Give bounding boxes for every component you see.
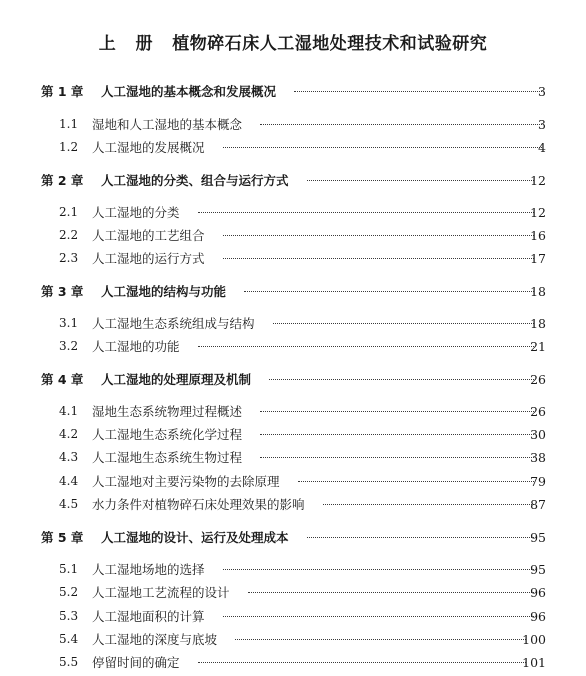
chapter-title: 人工湿地的结构与功能: [101, 284, 227, 299]
dot-leader: [223, 258, 535, 259]
section-number: 1.2: [59, 140, 79, 154]
section-title: 人工湿地场地的选择: [92, 562, 205, 577]
dot-leader: [198, 212, 535, 213]
page-number: 38: [530, 449, 546, 465]
chapter-title: 人工湿地的设计、运行及处理成本: [101, 530, 289, 545]
section-number: 2.1: [59, 205, 79, 219]
chapter-number: 第 2 章: [41, 173, 84, 188]
dot-leader: [235, 639, 526, 640]
dot-leader: [223, 235, 535, 236]
toc-section-row[interactable]: [0, 225, 586, 245]
chapter-number: 第 4 章: [41, 372, 84, 387]
page-number: 101: [522, 654, 546, 670]
toc-section-row[interactable]: [0, 582, 586, 602]
page-number: 3: [538, 83, 546, 99]
page-number: 30: [530, 426, 546, 442]
chapter-number: 第 5 章: [41, 530, 84, 545]
page-number: 96: [530, 608, 546, 624]
dot-leader: [294, 91, 542, 92]
section-title: 人工湿地的工艺组合: [92, 228, 205, 243]
section-number: 5.3: [59, 609, 79, 623]
section-title: 人工湿地的分类: [92, 205, 180, 220]
toc-chapter-row[interactable]: [0, 369, 586, 389]
dot-leader: [260, 457, 534, 458]
page-number: 96: [530, 584, 546, 600]
dot-leader: [260, 411, 534, 412]
chapter-title: 人工湿地的处理原理及机制: [101, 372, 252, 387]
section-number: 5.4: [59, 632, 79, 646]
section-title: 人工湿地面积的计算: [92, 609, 205, 624]
section-title: 水力条件对植物碎石床处理效果的影响: [92, 497, 305, 512]
section-title: 湿地生态系统物理过程概述: [92, 404, 243, 419]
page-number: 87: [530, 496, 546, 512]
chapter-number: 第 3 章: [41, 284, 84, 299]
dot-leader: [273, 323, 535, 324]
section-number: 4.5: [59, 497, 79, 511]
section-number: 5.2: [59, 585, 79, 599]
section-title: 人工湿地生态系统化学过程: [92, 427, 243, 442]
dot-leader: [323, 504, 535, 505]
toc-section-row[interactable]: [0, 137, 586, 157]
section-title: 人工湿地生态系统组成与结构: [92, 316, 255, 331]
toc-section-row[interactable]: [0, 447, 586, 467]
chapter-number: 第 1 章: [41, 84, 84, 99]
dot-leader: [260, 434, 534, 435]
section-number: 5.1: [59, 562, 79, 576]
section-title: 人工湿地对主要污染物的去除原理: [92, 474, 280, 489]
toc-section-row[interactable]: [0, 336, 586, 356]
page-number: 12: [530, 204, 546, 220]
page-number: 95: [530, 561, 546, 577]
dot-leader: [307, 537, 535, 538]
toc-section-row[interactable]: [0, 471, 586, 491]
toc-section-row[interactable]: [0, 114, 586, 134]
toc-section-row[interactable]: [0, 248, 586, 268]
page-number: 79: [530, 473, 546, 489]
toc-section-row[interactable]: [0, 313, 586, 333]
section-title: 湿地和人工湿地的基本概念: [92, 117, 243, 132]
page-number: 18: [530, 283, 546, 299]
section-number: 5.5: [59, 655, 79, 669]
toc-section-row[interactable]: [0, 401, 586, 421]
page-number: 26: [530, 403, 546, 419]
toc-chapter-row[interactable]: [0, 281, 586, 301]
section-title: 停留时间的确定: [92, 655, 180, 670]
toc-section-row[interactable]: [0, 652, 586, 672]
section-title: 人工湿地的功能: [92, 339, 180, 354]
dot-leader: [248, 592, 535, 593]
page-number: 3: [538, 116, 546, 132]
chapter-title: 人工湿地的基本概念和发展概况: [101, 84, 277, 99]
section-title: 人工湿地工艺流程的设计: [92, 585, 230, 600]
section-number: 1.1: [59, 117, 79, 131]
section-title: 人工湿地生态系统生物过程: [92, 450, 243, 465]
toc-section-row[interactable]: [0, 424, 586, 444]
chapter-title: 人工湿地的分类、组合与运行方式: [101, 173, 289, 188]
page-number: 95: [530, 529, 546, 545]
section-number: 4.1: [59, 404, 79, 418]
page-number: 12: [530, 172, 546, 188]
page-number: 16: [530, 227, 546, 243]
dot-leader: [198, 662, 527, 663]
toc-section-row[interactable]: [0, 559, 586, 579]
toc-section-row[interactable]: [0, 494, 586, 514]
section-title: 人工湿地的深度与底坡: [92, 632, 218, 647]
dot-leader: [223, 569, 535, 570]
toc-section-row[interactable]: [0, 629, 586, 649]
page-number: 26: [530, 371, 546, 387]
toc-chapter-row[interactable]: [0, 170, 586, 190]
section-number: 3.1: [59, 316, 79, 330]
page-number: 4: [538, 139, 546, 155]
page-number: 18: [530, 315, 546, 331]
toc-section-row[interactable]: [0, 202, 586, 222]
page-number: 100: [522, 631, 546, 647]
page-number: 17: [530, 250, 546, 266]
section-number: 4.3: [59, 450, 79, 464]
dot-leader: [223, 147, 543, 148]
toc-chapter-row[interactable]: [0, 527, 586, 547]
section-number: 2.3: [59, 251, 79, 265]
dot-leader: [307, 180, 535, 181]
dot-leader: [198, 346, 535, 347]
toc-chapter-row[interactable]: [0, 81, 586, 101]
dot-leader: [223, 616, 535, 617]
dot-leader: [244, 291, 534, 292]
toc-section-row[interactable]: [0, 606, 586, 626]
dot-leader: [298, 481, 535, 482]
section-number: 3.2: [59, 339, 79, 353]
dot-leader: [260, 124, 542, 125]
section-number: 4.4: [59, 474, 79, 488]
section-title: 人工湿地的运行方式: [92, 251, 205, 266]
section-number: 2.2: [59, 228, 79, 242]
dot-leader: [269, 379, 534, 380]
book-title: 上 册 植物碎石床人工湿地处理技术和试验研究: [98, 34, 488, 54]
page-number: 21: [530, 338, 546, 354]
section-title: 人工湿地的发展概况: [92, 140, 205, 155]
section-number: 4.2: [59, 427, 79, 441]
